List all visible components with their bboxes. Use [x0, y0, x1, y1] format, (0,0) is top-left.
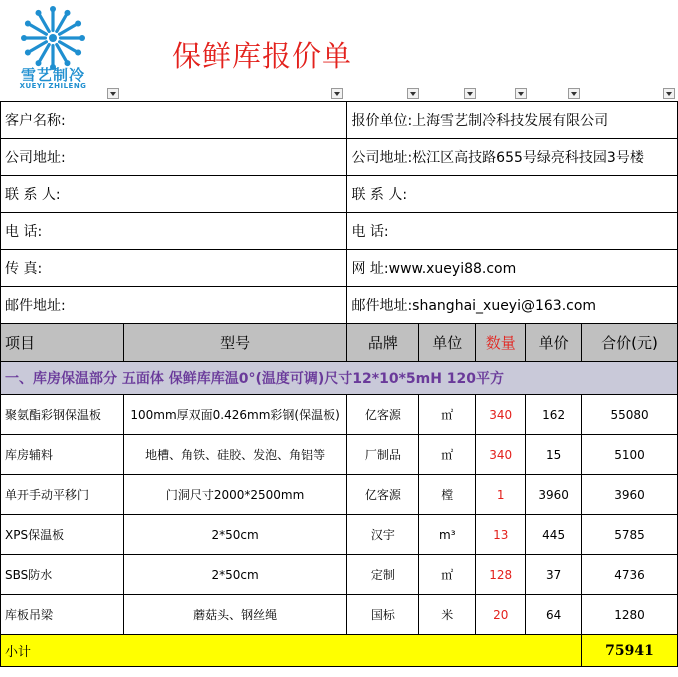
item-name[interactable]: XPS保温板 [1, 515, 124, 555]
item-unit[interactable]: m³ [419, 515, 476, 555]
item-unit[interactable]: ㎡ [419, 395, 476, 435]
header-unit-price[interactable]: 单价 [526, 324, 582, 362]
company-contact-cell[interactable]: 联 系 人: [347, 176, 678, 213]
filter-dropdown-icon[interactable] [107, 88, 119, 99]
item-quantity[interactable]: 13 [476, 515, 526, 555]
item-total[interactable]: 4736 [582, 555, 678, 595]
quotation-table [0, 101, 678, 667]
header-model[interactable]: 型号 [123, 324, 347, 362]
filter-dropdown-icon[interactable] [331, 88, 343, 99]
header-total-price[interactable]: 合价(元) [582, 324, 678, 362]
item-brand[interactable]: 厂制品 [347, 435, 419, 475]
item-brand[interactable]: 汉宇 [347, 515, 419, 555]
filter-dropdown-icon[interactable] [515, 88, 527, 99]
item-price[interactable]: 37 [526, 555, 582, 595]
item-quantity[interactable]: 340 [476, 435, 526, 475]
header-item[interactable]: 项目 [1, 324, 124, 362]
header-quantity[interactable]: 数量 [476, 324, 526, 362]
item-model[interactable]: 地槽、角铁、硅胶、发泡、角铝等 [123, 435, 347, 475]
table-row [1, 595, 678, 635]
item-total[interactable]: 3960 [582, 475, 678, 515]
customer-phone-cell[interactable]: 电 话: [1, 213, 347, 250]
item-price[interactable]: 162 [526, 395, 582, 435]
document-title: 保鲜库报价单 [172, 39, 353, 73]
filter-dropdown-icon[interactable] [407, 88, 419, 99]
customer-email-cell[interactable]: 邮件地址: [1, 287, 347, 324]
company-website-cell[interactable]: 网 址:www.xueyi88.com [347, 250, 678, 287]
company-phone-cell[interactable]: 电 话: [347, 213, 678, 250]
logo-subtitle: XUEYI ZHILENG [19, 82, 87, 90]
item-quantity[interactable]: 1 [476, 475, 526, 515]
item-quantity[interactable]: 128 [476, 555, 526, 595]
item-name[interactable]: 库板吊梁 [1, 595, 124, 635]
item-brand[interactable]: 亿客源 [347, 475, 419, 515]
table-header-row [1, 324, 678, 362]
filter-dropdown-icon[interactable] [663, 88, 675, 99]
item-unit[interactable]: ㎡ [419, 555, 476, 595]
item-model[interactable]: 门洞尺寸2000*2500mm [123, 475, 347, 515]
item-model[interactable]: 蘑菇头、钢丝绳 [123, 595, 347, 635]
header-brand[interactable]: 品牌 [347, 324, 419, 362]
item-brand[interactable]: 定制 [347, 555, 419, 595]
filter-dropdown-icon[interactable] [464, 88, 476, 99]
section-row [1, 362, 678, 395]
info-row [1, 213, 678, 250]
item-brand[interactable]: 国标 [347, 595, 419, 635]
company-address-cell[interactable]: 公司地址:松江区高技路655号绿亮科技园3号楼 [347, 139, 678, 176]
info-row [1, 250, 678, 287]
item-name[interactable]: 聚氨酯彩钢保温板 [1, 395, 124, 435]
item-price[interactable]: 3960 [526, 475, 582, 515]
section-title[interactable]: 一、库房保温部分 五面体 保鲜库库温0°(温度可调)尺寸12*10*5mH 120平方 [1, 362, 678, 395]
subtotal-label[interactable]: 小计 [1, 635, 582, 667]
table-row [1, 555, 678, 595]
item-name[interactable]: SBS防水 [1, 555, 124, 595]
item-model[interactable]: 100mm厚双面0.426mm彩钢(保温板) [123, 395, 347, 435]
customer-fax-cell[interactable]: 传 真: [1, 250, 347, 287]
filter-dropdown-icon[interactable] [568, 88, 580, 99]
item-total[interactable]: 5785 [582, 515, 678, 555]
customer-contact-cell[interactable]: 联 系 人: [1, 176, 347, 213]
item-price[interactable]: 15 [526, 435, 582, 475]
item-model[interactable]: 2*50cm [123, 555, 347, 595]
customer-address-cell[interactable]: 公司地址: [1, 139, 347, 176]
item-unit[interactable]: 米 [419, 595, 476, 635]
table-row [1, 515, 678, 555]
info-row [1, 102, 678, 139]
customer-name-cell[interactable]: 客户名称: [1, 102, 347, 139]
table-row [1, 395, 678, 435]
item-brand[interactable]: 亿客源 [347, 395, 419, 435]
item-quantity[interactable]: 20 [476, 595, 526, 635]
item-model[interactable]: 2*50cm [123, 515, 347, 555]
item-total[interactable]: 55080 [582, 395, 678, 435]
table-row [1, 475, 678, 515]
item-name[interactable]: 库房辅料 [1, 435, 124, 475]
info-row [1, 139, 678, 176]
logo-name: 雪艺制冷 [20, 66, 85, 84]
subtotal-value[interactable]: 75941 [582, 635, 678, 667]
item-unit[interactable]: 樘 [419, 475, 476, 515]
item-quantity[interactable]: 340 [476, 395, 526, 435]
item-total[interactable]: 5100 [582, 435, 678, 475]
item-price[interactable]: 445 [526, 515, 582, 555]
table-row [1, 435, 678, 475]
quoting-company-cell[interactable]: 报价单位:上海雪艺制冷科技发展有限公司 [347, 102, 678, 139]
item-unit[interactable]: ㎡ [419, 435, 476, 475]
item-price[interactable]: 64 [526, 595, 582, 635]
item-name[interactable]: 单开手动平移门 [1, 475, 124, 515]
item-total[interactable]: 1280 [582, 595, 678, 635]
header-unit[interactable]: 单位 [419, 324, 476, 362]
info-row [1, 287, 678, 324]
info-row [1, 176, 678, 213]
company-email-cell[interactable]: 邮件地址:shanghai_xueyi@163.com [347, 287, 678, 324]
subtotal-row [1, 635, 678, 667]
